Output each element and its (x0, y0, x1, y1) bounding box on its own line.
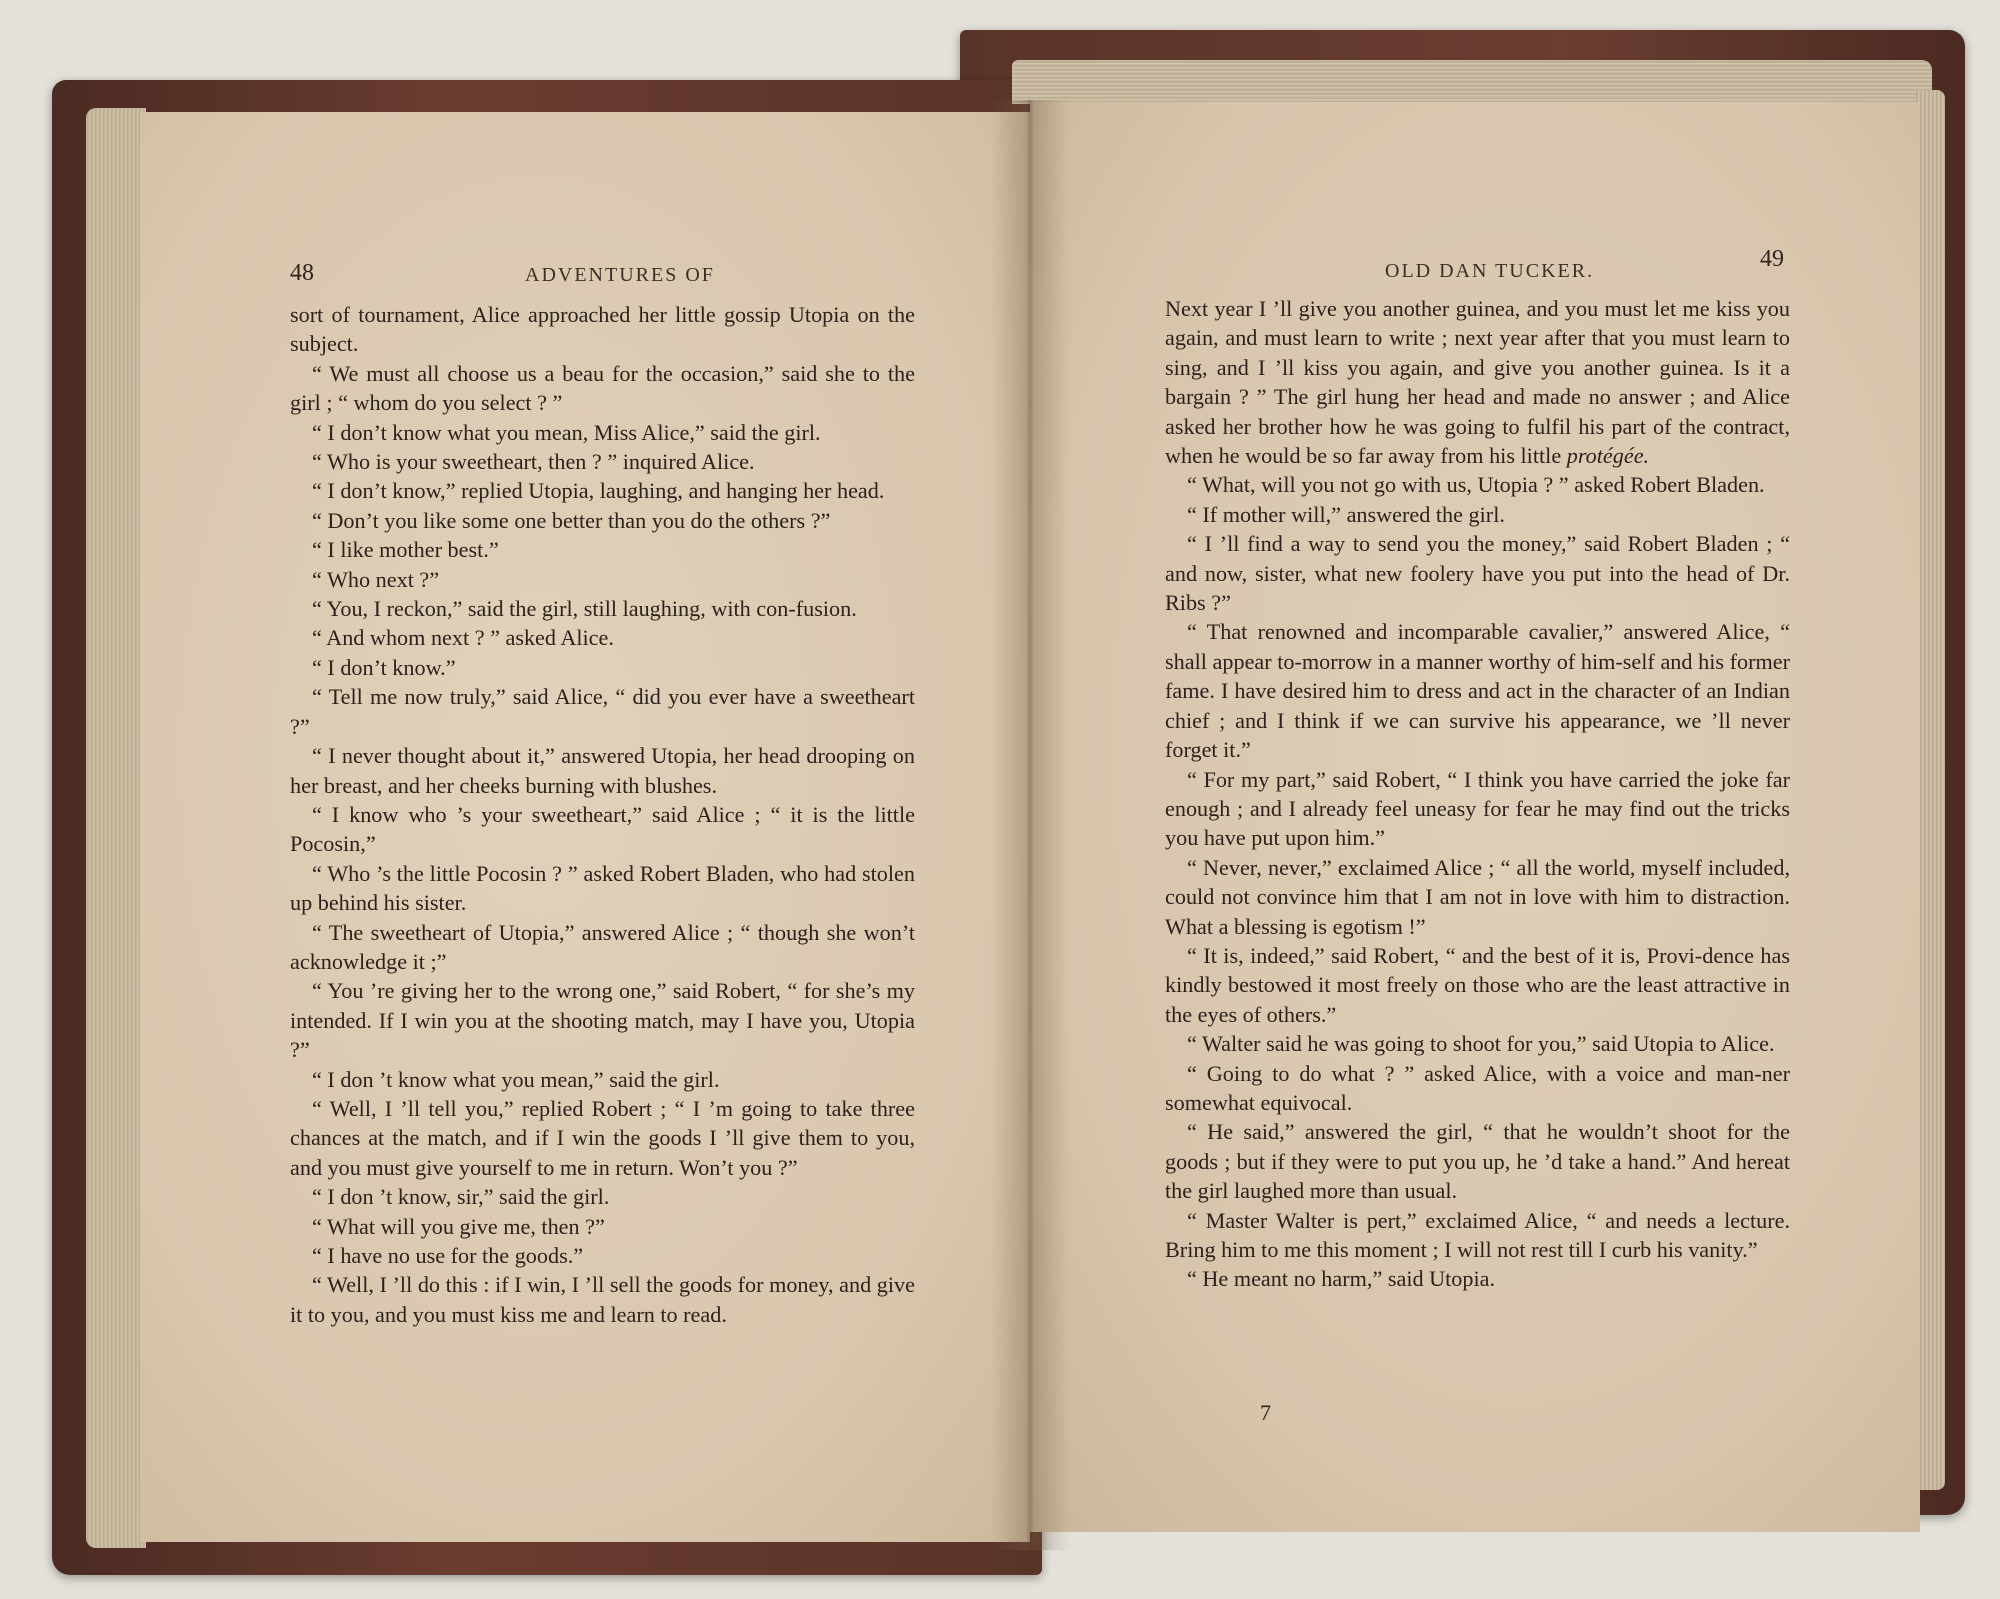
paragraph (290, 800, 915, 859)
paragraph-text: “ Who is your sweetheart, then ? ” inquired Alice. (312, 449, 755, 475)
paragraph-text: “ Who ’s the little Pocosin ? ” asked Robert Bladen, who had stolen up behind his sister. (290, 860, 915, 916)
paragraph (290, 506, 915, 535)
paragraph (290, 741, 915, 800)
paragraph-text: “ I like mother best.” (312, 537, 499, 563)
paragraph-text: “ I never thought about it,” answered Utopia, her head drooping on her breast, and her cheeks burning with blushes. (290, 743, 915, 798)
paragraph-text: “ It is, indeed,” said Robert, “ and the best of it is, Provi-dence has kindly bestowed it most freely on those who are the least attractive in the eyes of others.” (1165, 942, 1790, 1027)
paragraph-text: “ He meant no harm,” said Utopia. (1187, 1266, 1496, 1292)
right-page-text (1165, 294, 1790, 1294)
paragraph (1165, 1117, 1790, 1205)
paragraph-text: “ Master Walter is pert,” exclaimed Alice, “ and needs a lecture. Bring him to me this moment ; I will not rest till I curb his vanity.” (1165, 1207, 1790, 1262)
italic-word: protégée. (1566, 443, 1650, 469)
paragraph-text: “ We must all choose us a beau for the occasion,” said she to the girl ; “ whom do you select ? ” (290, 360, 915, 416)
paragraph-text: “ I don’t know,” replied Utopia, laughing, and hanging her head. (312, 478, 885, 504)
paragraph (1165, 853, 1790, 941)
paragraph (290, 359, 915, 418)
paragraph (1165, 1029, 1790, 1058)
paragraph (1165, 941, 1790, 1029)
paragraph-text: “ He said,” answered the girl, “ that he wouldn’t shoot for the goods ; but if they were to put you up, he ’d take a hand.” And hereat the girl laughed more than usual. (1165, 1119, 1790, 1204)
paragraph (290, 859, 915, 918)
paragraph-text: “ I ’ll find a way to send you the money,” said Robert Bladen ; “ and now, sister, what new foolery have you put into the head of Dr. Ribs ?” (1165, 531, 1790, 616)
paragraph (290, 976, 915, 1064)
paragraph-text: sort of tournament, Alice approached her little gossip Utopia on the subject. (290, 302, 915, 357)
paragraph-text: “ I know who ’s your sweetheart,” said Alice ; “ it is the little Pocosin,” (290, 801, 915, 857)
paragraph-text: “ Don’t you like some one better than you do the others ?” (312, 507, 831, 533)
page-number-left: 48 (290, 260, 314, 286)
paragraph-text: “ Well, I ’ll do this : if I win, I ’ll sell the goods for money, and give it to you, and you must kiss me and learn to read. (290, 1272, 915, 1327)
paragraph (290, 300, 915, 359)
paragraph (290, 594, 915, 623)
paragraph (290, 535, 915, 564)
paragraph-text: “ You ’re giving her to the wrong one,” said Robert, “ for she’s my intended. If I win you at the shooting match, may I have you, Utopia ?” (290, 978, 915, 1063)
paragraph (290, 918, 915, 977)
paragraph-text: “ Well, I ’ll tell you,” replied Robert ; “ I ’m going to take three chances at the match, and if I win the goods I ’ll give them to you, and you must give yourself to me in return. Won’t you ?” (290, 1095, 915, 1180)
paragraph (290, 418, 915, 447)
paragraph (1165, 1206, 1790, 1265)
paragraph (290, 1182, 915, 1211)
page-edges-left (86, 108, 146, 1548)
paragraph-text: “ What, will you not go with us, Utopia ? ” asked Robert Bladen. (1187, 472, 1765, 498)
paragraph-text: “ What will you give me, then ?” (312, 1213, 605, 1239)
paragraph (1165, 1059, 1790, 1118)
paragraph (290, 1094, 915, 1182)
paragraph-text: “ If mother will,” answered the girl. (1187, 501, 1505, 527)
paragraph (290, 653, 915, 682)
paragraph-text: “ I don’t know what you mean, Miss Alice,” said the girl. (312, 419, 821, 445)
paragraph (290, 1241, 915, 1270)
paragraph (1165, 617, 1790, 764)
left-page-text (290, 300, 915, 1329)
paragraph (1165, 500, 1790, 529)
paragraph-text: “ Who next ?” (312, 566, 440, 592)
paragraph-text: “ Going to do what ? ” asked Alice, with a voice and man-ner somewhat equivocal. (1165, 1060, 1790, 1115)
paragraph (290, 565, 915, 594)
paragraph-text: “ Never, never,” exclaimed Alice ; “ all the world, myself included, could not convince him that I am not in love with him to distraction. What a blessing is egotism !” (1165, 854, 1790, 939)
paragraph-text: “ The sweetheart of Utopia,” answered Alice ; “ though she won’t acknowledge it ;” (290, 919, 915, 974)
paragraph-text: “ I don ’t know what you mean,” said the girl. (312, 1066, 720, 1092)
left-page (140, 112, 1030, 1542)
paragraph (1165, 470, 1790, 499)
book-gutter (990, 100, 1070, 1550)
paragraph (1165, 1264, 1790, 1293)
paragraph-text: “ And whom next ? ” asked Alice. (312, 625, 614, 651)
paragraph (1165, 294, 1790, 470)
right-page (1030, 102, 1920, 1532)
paragraph (290, 682, 915, 741)
running-head-right: OLD DAN TUCKER. (1385, 260, 1595, 282)
paragraph-text: “ Tell me now truly,” said Alice, “ did you ever have a sweetheart ?” (290, 684, 915, 739)
paragraph (290, 623, 915, 652)
paragraph (290, 1270, 915, 1329)
paragraph-text: “ Walter said he was going to shoot for you,” said Utopia to Alice. (1187, 1031, 1775, 1057)
page-number-right: 49 (1760, 246, 1784, 272)
paragraph-text: “ You, I reckon,” said the girl, still laughing, with con-fusion. (312, 596, 857, 622)
paragraph-text: “ I have no use for the goods.” (312, 1243, 584, 1268)
paragraph (290, 447, 915, 476)
running-head-left: ADVENTURES OF (525, 264, 715, 286)
paragraph (290, 1212, 915, 1241)
paragraph-text: “ I don ’t know, sir,” said the girl. (312, 1184, 610, 1210)
paragraph (1165, 529, 1790, 617)
paragraph-text: “ That renowned and incomparable cavalier,” answered Alice, “ shall appear to-morrow in a manner worthy of him-self and his former fame. I have desired him to dress and act in the character of an Indian chief ; and I think if we can survive his appearance, we ’ll never forget it.” (1165, 619, 1790, 763)
paragraph (290, 1065, 915, 1094)
paragraph (1165, 765, 1790, 853)
paragraph-text: Next year I ’ll give you another guinea, and you must let me kiss you again, and must learn to write ; next year after that you must learn to sing, and I ’ll kiss you again, and give you another guinea. Is it a bargain ? ” The girl hung her head and made no answer ; and Alice asked her brother how he was going to fulfil his part of the contract, when he would be so far away from his little (1165, 296, 1790, 469)
paragraph (290, 476, 915, 505)
paragraph-text: “ I don’t know.” (312, 654, 456, 680)
paragraph-text: “ For my part,” said Robert, “ I think you have carried the joke far enough ; and I already feel uneasy for fear he may find out the tricks you have put upon him.” (1165, 766, 1790, 851)
signature-mark: 7 (1260, 1400, 1271, 1425)
page-edges-top (1012, 60, 1932, 104)
